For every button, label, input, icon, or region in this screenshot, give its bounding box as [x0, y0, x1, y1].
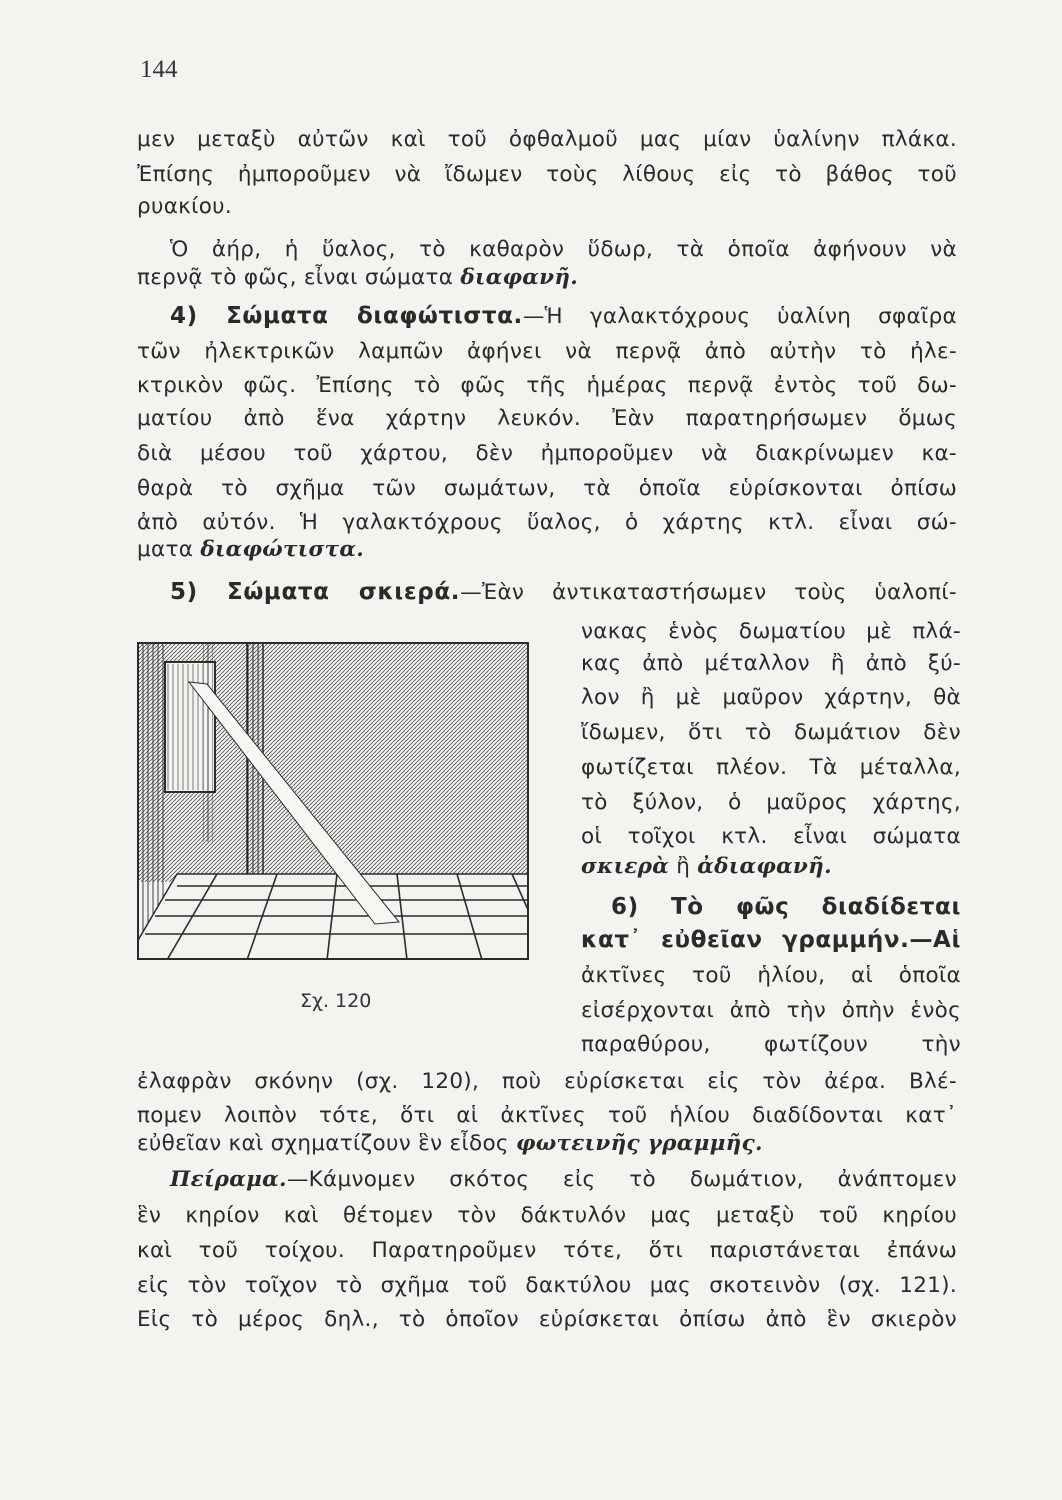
term-diafotista: διαφώτιστα. — [200, 537, 365, 562]
text-span: περνᾷ τὸ φῶς, εἶναι σώματα — [137, 265, 461, 290]
text-line — [170, 578, 957, 607]
text-line: οἱ τοῖχοι κτλ. εἶναι σώματα — [581, 824, 961, 849]
text-line — [137, 264, 957, 292]
text-line: πομεν λοιπὸν τότε, ὅτι αἱ ἀκτῖνες τοῦ ἡλίου διαδίδονται κατ᾽ — [137, 1103, 957, 1128]
text-line: εἰς τὸν τοῖχον τὸ σχῆμα τοῦ δακτύλου μας σκοτεινὸν (σχ. 121). — [137, 1273, 957, 1298]
figure-caption: Σχ. 120 — [300, 990, 372, 1012]
text-line — [170, 1166, 957, 1194]
text-span: ματα — [137, 537, 201, 562]
text-line — [581, 926, 961, 955]
section-heading-5: 5) Σώματα σκιερά. — [170, 579, 461, 605]
text-line: μεν μεταξὺ αὐτῶν καὶ τοῦ ὀφθαλμοῦ μας μίαν ὑαλίνην πλάκα. — [137, 127, 957, 152]
text-line: Εἰς τὸ μέρος δηλ., τὸ ὁποῖον εὑρίσκεται ὀπίσω ἀπὸ ἓν σκιερὸν — [137, 1307, 957, 1332]
text-line: παραθύρου, φωτίζουν τὴν — [581, 1032, 961, 1057]
text-line — [137, 536, 957, 564]
page-number: 144 — [140, 56, 178, 83]
term-peirama: Πείραμα. — [170, 1167, 287, 1192]
text-line: κας ἀπὸ μέταλλον ἢ ἀπὸ ξύ- — [581, 651, 961, 676]
text-line: ἐλαφρὰν σκόνην (σχ. 120), ποὺ εὑρίσκεται εἰς τὸν ἀέρα. Βλέ- — [137, 1069, 957, 1094]
text-line: ρυακίου. — [137, 194, 233, 219]
text-line: Ὁ ἀήρ, ἡ ὕαλος, τὸ καθαρὸν ὕδωρ, τὰ ὁποῖα ἀφήνουν νὰ — [170, 237, 957, 262]
text-line — [170, 302, 957, 331]
text-line: εἰσέρχονται ἀπὸ τὴν ὀπὴν ἑνὸς — [581, 998, 961, 1023]
term-skiera: σκιερὰ — [581, 854, 670, 879]
term-adiafani: ἀδιαφανῆ. — [697, 854, 832, 879]
text-line: ἓν κηρίον καὶ θέτομεν τὸν δάκτυλόν μας μεταξὺ τοῦ κηρίου — [137, 1203, 957, 1228]
section-heading-4: 4) Σώματα διαφώτιστα. — [170, 303, 523, 329]
section-heading-6: 6) Τὸ φῶς διαδίδεται — [611, 894, 961, 920]
text-line: ἀπὸ αὐτόν. Ἡ γαλακτόχρους ὕαλος, ὁ χάρτης κτλ. εἶναι σώ- — [137, 510, 957, 535]
text-span: ἢ — [669, 854, 698, 879]
text-line: τὸ ξύλον, ὁ μαῦρος χάρτης, — [581, 790, 961, 815]
text-line — [137, 1130, 957, 1158]
text-line: φωτίζεται πλέον. Τὰ μέταλλα, — [581, 755, 961, 780]
text-line: διὰ μέσου τοῦ χάρτου, δὲν ἠμποροῦμεν νὰ διακρίνωμεν κα- — [137, 441, 957, 466]
text-line: νακας ἑνὸς δωματίου μὲ πλά- — [581, 619, 961, 644]
text-line — [581, 853, 961, 881]
text-span: εὐθεῖαν καὶ σχηματίζουν ἓν εἶδος — [137, 1131, 516, 1156]
text-span: —Αἱ — [909, 927, 961, 953]
text-span: —Κάμνομεν σκότος εἰς τὸ δωμάτιον, ἀνάπτομεν — [286, 1167, 957, 1192]
text-line: κτρικὸν φῶς. Ἐπίσης τὸ φῶς τῆς ἡμέρας περνᾷ ἐντὸς τοῦ δω- — [137, 373, 957, 398]
text-line: θαρὰ τὸ σχῆμα τῶν σωμάτων, τὰ ὁποῖα εὑρίσκονται ὀπίσω — [137, 476, 957, 501]
text-span: —Ἐὰν ἀντικαταστήσωμεν τοὺς ὑαλοπί- — [460, 580, 957, 605]
text-line: ἴδωμεν, ὅτι τὸ δωμάτιον δὲν — [581, 720, 961, 745]
text-line: ματίου ἀπὸ ἕνα χάρτην λευκόν. Ἐὰν παρατηρήσωμεν ὅμως — [137, 406, 957, 431]
text-line: λον ἢ μὲ μαῦρον χάρτην, θὰ — [581, 685, 961, 710]
section-heading-6-cont: κατ᾽ εὐθεῖαν γραμμήν. — [581, 927, 910, 953]
text-line: Ἐπίσης ἠμποροῦμεν νὰ ἴδωμεν τοὺς λίθους εἰς τὸ βάθος τοῦ — [137, 162, 957, 187]
text-line: τῶν ἠλεκτρικῶν λαμπῶν ἀφήνει νὰ περνᾷ ἀπὸ αὐτὴν τὸ ἠλε- — [137, 339, 957, 364]
term-foteinis-grammis: φωτεινῆς γραμμῆς. — [515, 1131, 763, 1156]
text-line: ἀκτῖνες τοῦ ἡλίου, αἱ ὁποῖα — [581, 963, 961, 988]
text-line: καὶ τοῦ τοίχου. Παρατηροῦμεν τότε, ὅτι παριστάνεται ἐπάνω — [137, 1238, 957, 1263]
text-span: —Ἡ γαλακτόχρους ὑαλίνη σφαῖρα — [522, 304, 957, 329]
term-diafani: διαφανῆ. — [460, 265, 579, 290]
figure-120-light-beam — [137, 642, 529, 960]
